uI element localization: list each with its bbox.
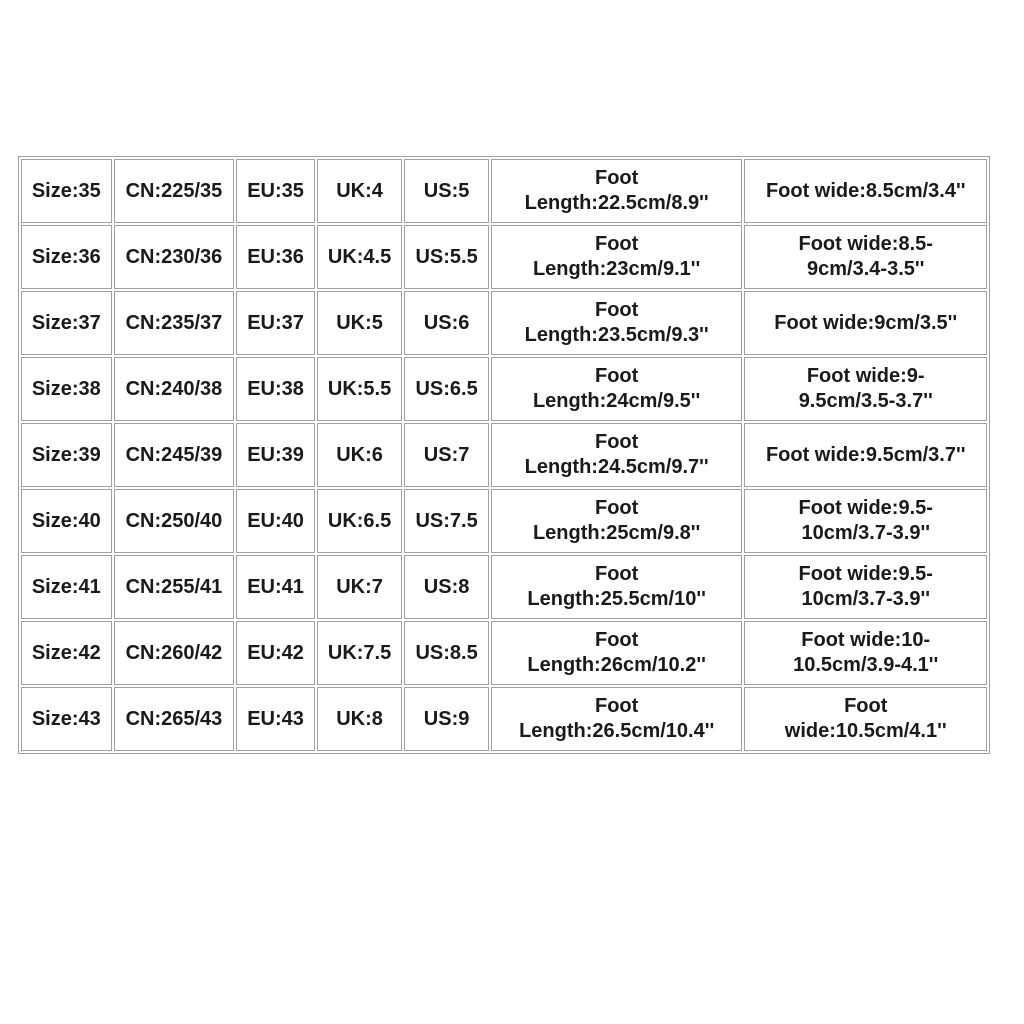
foot-length-cell [491, 357, 743, 421]
table-row [21, 357, 987, 421]
foot-width-cell [744, 357, 987, 421]
cn-size-cell: CN:230/36 [114, 225, 235, 289]
foot-width-cell-line: Foot wide:9.5- [798, 497, 933, 519]
foot-length-cell-line: Length:23cm/9.1'' [532, 258, 701, 280]
table-row [21, 159, 987, 223]
foot-length-cell-line: Length:24.5cm/9.7'' [524, 456, 709, 478]
size-cell: Size:39 [21, 423, 112, 487]
foot-width-cell-line: 9cm/3.4-3.5'' [807, 258, 925, 280]
eu-size-cell: EU:42 [236, 621, 314, 685]
foot-length-cell [491, 225, 743, 289]
foot-width-cell-line: 10cm/3.7-3.9'' [801, 588, 930, 610]
cn-size-cell: CN:250/40 [114, 489, 235, 553]
size-cell: Size:35 [21, 159, 112, 223]
eu-size-cell: EU:35 [236, 159, 314, 223]
foot-width-cell-line: Foot wide:9- [806, 365, 925, 387]
foot-length-cell-line: Foot [594, 167, 639, 189]
table-row [21, 621, 987, 685]
foot-length-cell-line: Length:25cm/9.8'' [532, 522, 701, 544]
table-row [21, 225, 987, 289]
foot-length-cell [491, 555, 743, 619]
table-row [21, 687, 987, 751]
us-size-cell: US:9 [404, 687, 489, 751]
foot-width-cell-line: Foot [844, 695, 888, 717]
size-chart-table [18, 156, 990, 754]
table-row [21, 489, 987, 553]
uk-size-cell: UK:8 [317, 687, 403, 751]
foot-width-cell [744, 159, 987, 223]
uk-size-cell: UK:6.5 [317, 489, 403, 553]
table-row [21, 423, 987, 487]
size-cell: Size:42 [21, 621, 112, 685]
foot-width-cell-line: 10.5cm/3.9-4.1'' [793, 654, 939, 676]
foot-width-cell-line: Foot wide:8.5cm/3.4'' [765, 179, 966, 202]
us-size-cell: US:7.5 [404, 489, 489, 553]
foot-length-cell-line: Length:24cm/9.5'' [532, 390, 701, 412]
foot-width-cell [744, 291, 987, 355]
size-cell: Size:41 [21, 555, 112, 619]
eu-size-cell: EU:37 [236, 291, 314, 355]
foot-width-cell-line: Foot wide:9.5cm/3.7'' [765, 443, 966, 466]
foot-length-cell-line: Foot [594, 299, 639, 321]
foot-width-cell-line: Foot wide:9cm/3.5'' [774, 311, 958, 334]
foot-length-cell [491, 621, 743, 685]
foot-width-cell-line: wide:10.5cm/4.1'' [784, 720, 947, 742]
cn-size-cell: CN:255/41 [114, 555, 235, 619]
foot-length-cell [491, 291, 743, 355]
uk-size-cell: UK:7.5 [317, 621, 403, 685]
foot-width-cell-line: Foot wide:10- [801, 629, 931, 651]
foot-width-cell-line: Foot wide:9.5- [798, 563, 933, 585]
cn-size-cell: CN:240/38 [114, 357, 235, 421]
foot-width-cell [744, 225, 987, 289]
us-size-cell: US:7 [404, 423, 489, 487]
foot-length-cell-line: Foot [594, 497, 639, 519]
uk-size-cell: UK:5.5 [317, 357, 403, 421]
foot-length-cell-line: Length:22.5cm/8.9'' [524, 192, 709, 214]
foot-length-cell-line: Foot [594, 365, 639, 387]
eu-size-cell: EU:43 [236, 687, 314, 751]
foot-length-cell [491, 159, 743, 223]
us-size-cell: US:6 [404, 291, 489, 355]
size-cell: Size:43 [21, 687, 112, 751]
cn-size-cell: CN:260/42 [114, 621, 235, 685]
cn-size-cell: CN:265/43 [114, 687, 235, 751]
size-cell: Size:38 [21, 357, 112, 421]
size-cell: Size:37 [21, 291, 112, 355]
table-row [21, 555, 987, 619]
us-size-cell: US:8 [404, 555, 489, 619]
foot-length-cell-line: Length:25.5cm/10'' [527, 588, 706, 610]
foot-length-cell [491, 423, 743, 487]
foot-length-cell-line: Length:23.5cm/9.3'' [524, 324, 709, 346]
us-size-cell: US:6.5 [404, 357, 489, 421]
foot-width-cell-line: 9.5cm/3.5-3.7'' [798, 390, 933, 412]
us-size-cell: US:5 [404, 159, 489, 223]
uk-size-cell: UK:6 [317, 423, 403, 487]
foot-width-cell [744, 687, 987, 751]
eu-size-cell: EU:40 [236, 489, 314, 553]
foot-length-cell-line: Foot [594, 233, 639, 255]
size-cell: Size:40 [21, 489, 112, 553]
eu-size-cell: EU:41 [236, 555, 314, 619]
foot-width-cell [744, 555, 987, 619]
eu-size-cell: EU:36 [236, 225, 314, 289]
size-cell: Size:36 [21, 225, 112, 289]
eu-size-cell: EU:38 [236, 357, 314, 421]
eu-size-cell: EU:39 [236, 423, 314, 487]
foot-length-cell-line: Length:26cm/10.2'' [527, 654, 706, 676]
cn-size-cell: CN:245/39 [114, 423, 235, 487]
foot-width-cell [744, 621, 987, 685]
table-row [21, 291, 987, 355]
size-chart-body [21, 159, 987, 751]
cn-size-cell: CN:225/35 [114, 159, 235, 223]
uk-size-cell: UK:4.5 [317, 225, 403, 289]
foot-length-cell-line: Foot [594, 431, 639, 453]
uk-size-cell: UK:7 [317, 555, 403, 619]
foot-width-cell [744, 489, 987, 553]
foot-length-cell [491, 687, 743, 751]
foot-width-cell-line: Foot wide:8.5- [798, 233, 933, 255]
foot-length-cell-line: Foot [594, 563, 639, 585]
foot-length-cell-line: Foot [594, 695, 639, 717]
us-size-cell: US:5.5 [404, 225, 489, 289]
foot-width-cell-line: 10cm/3.7-3.9'' [801, 522, 930, 544]
uk-size-cell: UK:5 [317, 291, 403, 355]
uk-size-cell: UK:4 [317, 159, 403, 223]
foot-length-cell-line: Foot [594, 629, 639, 651]
foot-length-cell [491, 489, 743, 553]
cn-size-cell: CN:235/37 [114, 291, 235, 355]
us-size-cell: US:8.5 [404, 621, 489, 685]
foot-length-cell-line: Length:26.5cm/10.4'' [519, 720, 715, 742]
foot-width-cell [744, 423, 987, 487]
